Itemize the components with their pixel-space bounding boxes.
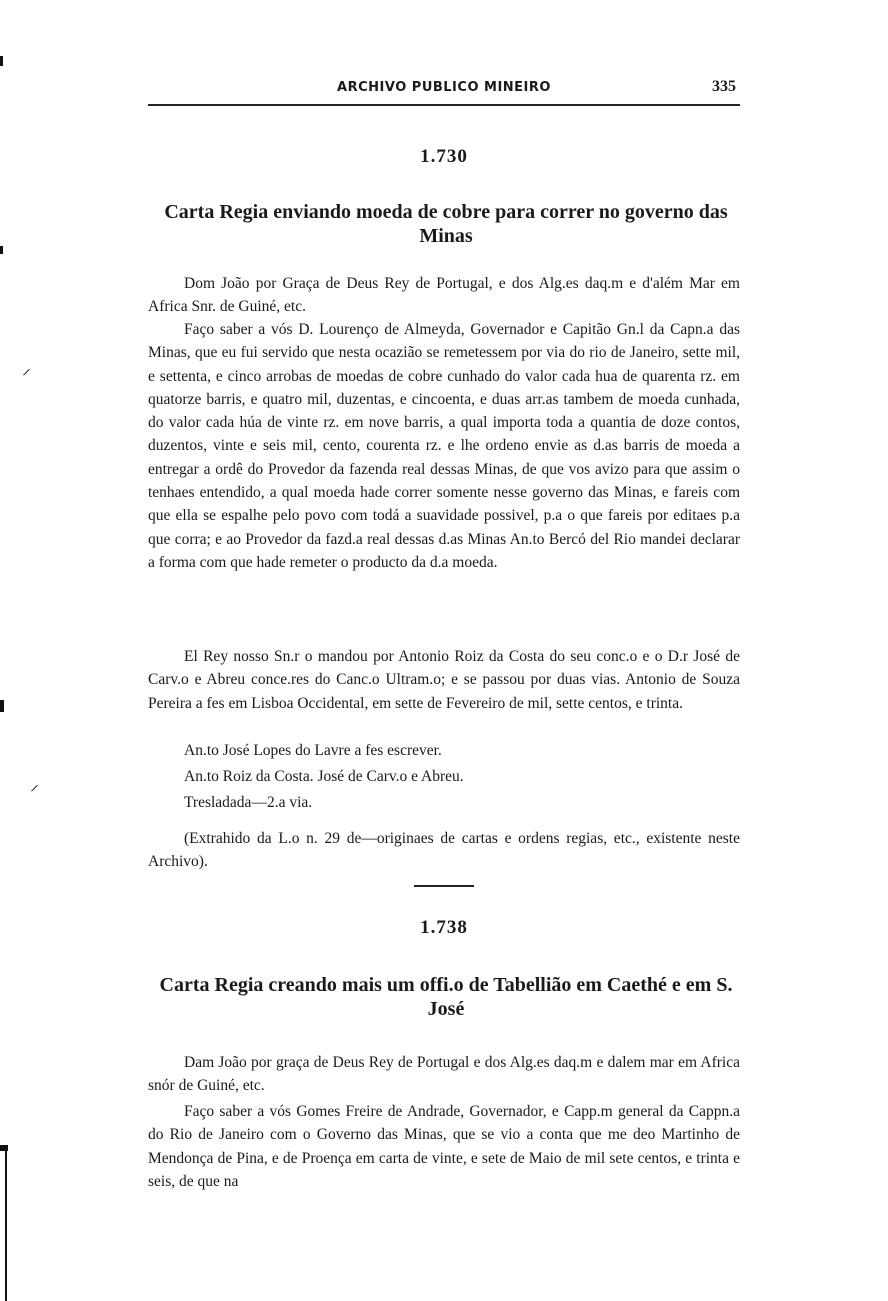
document-paragraph: Dom João por Graça de Deus Rey de Portugal, e dos Alg.es daq.m e d'além Mar em Africa Snr. de Guiné, etc. bbox=[148, 275, 740, 316]
scan-edge-mark bbox=[0, 700, 4, 712]
document-paragraph: Dam João por graça de Deus Rey de Portugal e dos Alg.es daq.m e dalem mar em Africa snór de Guiné, etc. bbox=[148, 1054, 740, 1095]
document-paragraph: Tresladada—2.a via. bbox=[184, 794, 313, 811]
running-title: ARCHIVO PUBLICO MINEIRO bbox=[337, 80, 551, 95]
document-paragraph: Faço saber a vós Gomes Freire de Andrade, Governador, e Capp.m general da Cappn.a do Rio de Janeiro com o Governo das Minas, que se vio a conta que me deo Martinho de Mendonça de Pina, e de Proença em carta de vinte, e sete de Maio de mil sete centos, e trinta e seis, de que na bbox=[148, 1103, 740, 1190]
scan-edge-mark bbox=[0, 56, 3, 66]
scan-edge-mark bbox=[0, 246, 3, 254]
document-title: Carta Regia creando mais um offi.o de Tabellião em Caethé e em S. José bbox=[159, 974, 733, 1020]
margin-pen-mark: ⸝ bbox=[22, 358, 31, 379]
document-title: Carta Regia enviando moeda de cobre para correr no governo das Minas bbox=[164, 201, 728, 247]
section-separator bbox=[414, 885, 474, 887]
document-number: 1.738 bbox=[420, 917, 468, 938]
document-paragraph: An.to Roiz da Costa. José de Carv.o e Abreu. bbox=[184, 768, 464, 785]
page-number: 335 bbox=[712, 78, 736, 95]
document-number: 1.730 bbox=[420, 146, 468, 167]
scan-edge-line bbox=[5, 1150, 7, 1301]
header-rule bbox=[148, 104, 740, 106]
document-paragraph: (Extrahido da L.o n. 29 de—originaes de cartas e ordens regias, etc., existente neste Archivo). bbox=[148, 830, 740, 871]
running-header bbox=[148, 78, 740, 104]
document-paragraph: El Rey nosso Sn.r o mandou por Antonio Roiz da Costa do seu conc.o e o D.r José de Carv.o e Abreu conce.res do Canc.o Ultram.o; e se passou por duas vias. Antonio de Souza Pereira a fes em Lisboa Occidental, em sette de Fevereiro de mil, sette centos, e trinta. bbox=[148, 648, 740, 712]
document-paragraph: An.to José Lopes do Lavre a fes escrever. bbox=[184, 742, 442, 759]
margin-pen-mark: ⸝ bbox=[30, 774, 39, 795]
document-paragraph: Faço saber a vós D. Lourenço de Almeyda, Governador e Capitão Gn.l da Capn.a das Minas, que eu fui servido que nesta ocazião se remetessem por via do rio de Janeiro, sette mil, e settenta, e cinco arrobas de moedas de cobre cunhado do valor cada hua de quarenta rz. em quatorze barris, e quatro mil, duzentas, e cincoenta, e duas arr.as tambem de moeda cunhada, do valor cada húa de vinte rz. em nove barris, a qual importa toda a quantia de doze contos, duzentos, vinte e seis mil, cento, courenta rz. e lhe ordeno envie as d.as barris de moeda a entregar a ordê do Provedor da fazenda real dessas Minas, de que vos avizo para que assim o tenhaes entendido, a qual moeda hade correr somente nesse governo das Minas, e fareis com que ella se espalhe pelo povo com todá a suavidade possivel, p.a o que fareis por editaes p.a que corra; e ao Provedor da fazd.a real dessas d.as Minas An.to Bercó del Rio mandei declarar a forma com que hade remeter o producto da d.a moeda. bbox=[148, 321, 740, 571]
